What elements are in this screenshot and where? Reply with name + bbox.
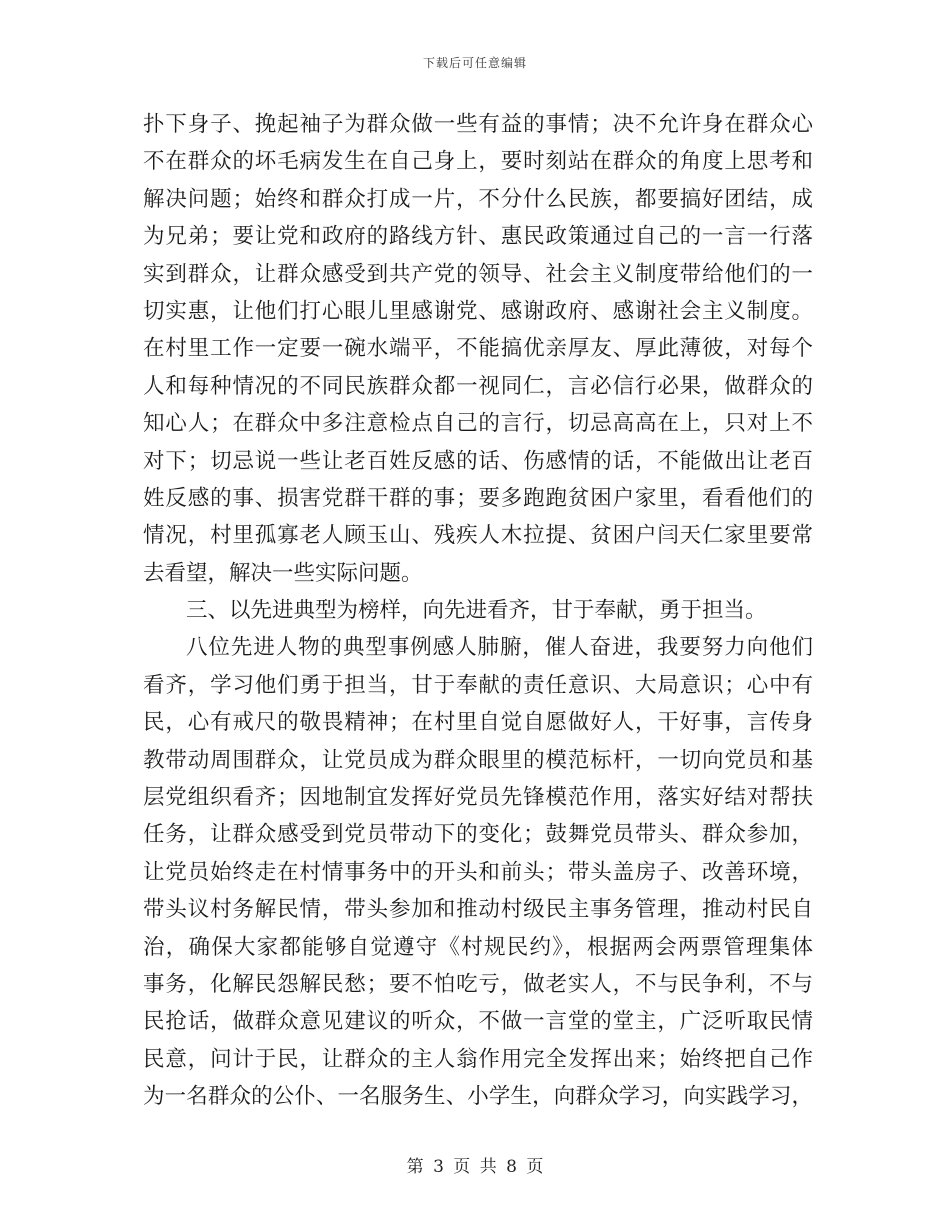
text-line: 切实惠，让他们打心眼儿里感谢党、感谢政府、感谢社会主义制度。 — [143, 298, 813, 324]
text-line: 教带动周围群众，让党员成为群众眼里的模范标杆，一切向党员和基 — [143, 747, 813, 773]
text-line: 民意，问计于民，让群众的主人翁作用完全发挥出来；始终把自己作 — [143, 1046, 813, 1072]
text-line: 姓反感的事、损害党群干群的事；要多跑跑贫困户家里，看看他们的 — [143, 485, 813, 511]
page-number: 第 3 页 共 8 页 — [406, 1157, 544, 1177]
text-line: 去看望，解决一些实际问题。 — [143, 560, 423, 586]
text-line: 民抢话，做群众意见建议的听众，不做一言堂的堂主，广泛听取民情 — [143, 1009, 813, 1035]
text-line: 层党组织看齐；因地制宜发挥好党员先锋模范作用，落实好结对帮扶 — [143, 785, 813, 811]
text-line: 知心人；在群众中多注意检点自己的言行，切忌高高在上，只对上不 — [143, 411, 813, 437]
text-line: 看齐，学习他们勇于担当，甘于奉献的责任意识、大局意识；心中有 — [143, 672, 813, 698]
text-line: 在村里工作一定要一碗水端平，不能搞优亲厚友、厚此薄彼，对每个 — [143, 336, 813, 362]
text-line: 情况，村里孤寡老人顾玉山、残疾人木拉提、贫困户闫天仁家里要常 — [143, 523, 813, 549]
text-line: 带头议村务解民情，带头参加和推动村级民主事务管理，推动村民自 — [143, 897, 813, 923]
text-line: 事务，化解民怨解民愁；要不怕吃亏，做老实人，不与民争利，不与 — [143, 971, 813, 997]
document-body — [143, 106, 813, 1116]
text-line: 为一名群众的公仆、一名服务生、小学生，向群众学习，向实践学习， — [143, 1084, 813, 1110]
text-line: 人和每种情况的不同民族群众都一视同仁，言必信行必果，做群众的 — [143, 373, 813, 399]
text-line: 对下；切忌说一些让老百姓反感的话、伤感情的话，不能做出让老百 — [143, 448, 813, 474]
section-heading: 三、以先进典型为榜样，向先进看齐，甘于奉献，勇于担当。 — [186, 598, 767, 624]
text-line: 实到群众，让群众感受到共产党的领导、社会主义制度带给他们的一 — [143, 261, 813, 287]
text-line: 任务，让群众感受到党员带动下的变化；鼓舞党员带头、群众参加， — [143, 822, 813, 848]
text-line: 让党员始终走在村情事务中的开头和前头；带头盖房子、改善环境， — [143, 859, 813, 885]
text-line: 民，心有戒尺的敬畏精神；在村里自觉自愿做好人，干好事，言传身 — [143, 710, 813, 736]
text-line: 八位先进人物的典型事例感人肺腑，催人奋进，我要努力向他们 — [186, 635, 813, 661]
text-line: 解决问题；始终和群众打成一片，不分什么民族，都要搞好团结，成 — [143, 186, 813, 212]
text-line: 不在群众的坏毛病发生在自己身上，要时刻站在群众的角度上思考和 — [143, 149, 813, 175]
text-line: 扑下身子、挽起袖子为群众做一些有益的事情；决不允许身在群众心 — [143, 112, 813, 137]
page-header-note: 下载后可任意编辑 — [422, 56, 527, 70]
text-line: 治，确保大家都能够自觉遵守《村规民约》，根据两会两票管理集体 — [143, 934, 813, 960]
text-line: 为兄弟；要让党和政府的路线方针、惠民政策通过自己的一言一行落 — [143, 224, 813, 250]
